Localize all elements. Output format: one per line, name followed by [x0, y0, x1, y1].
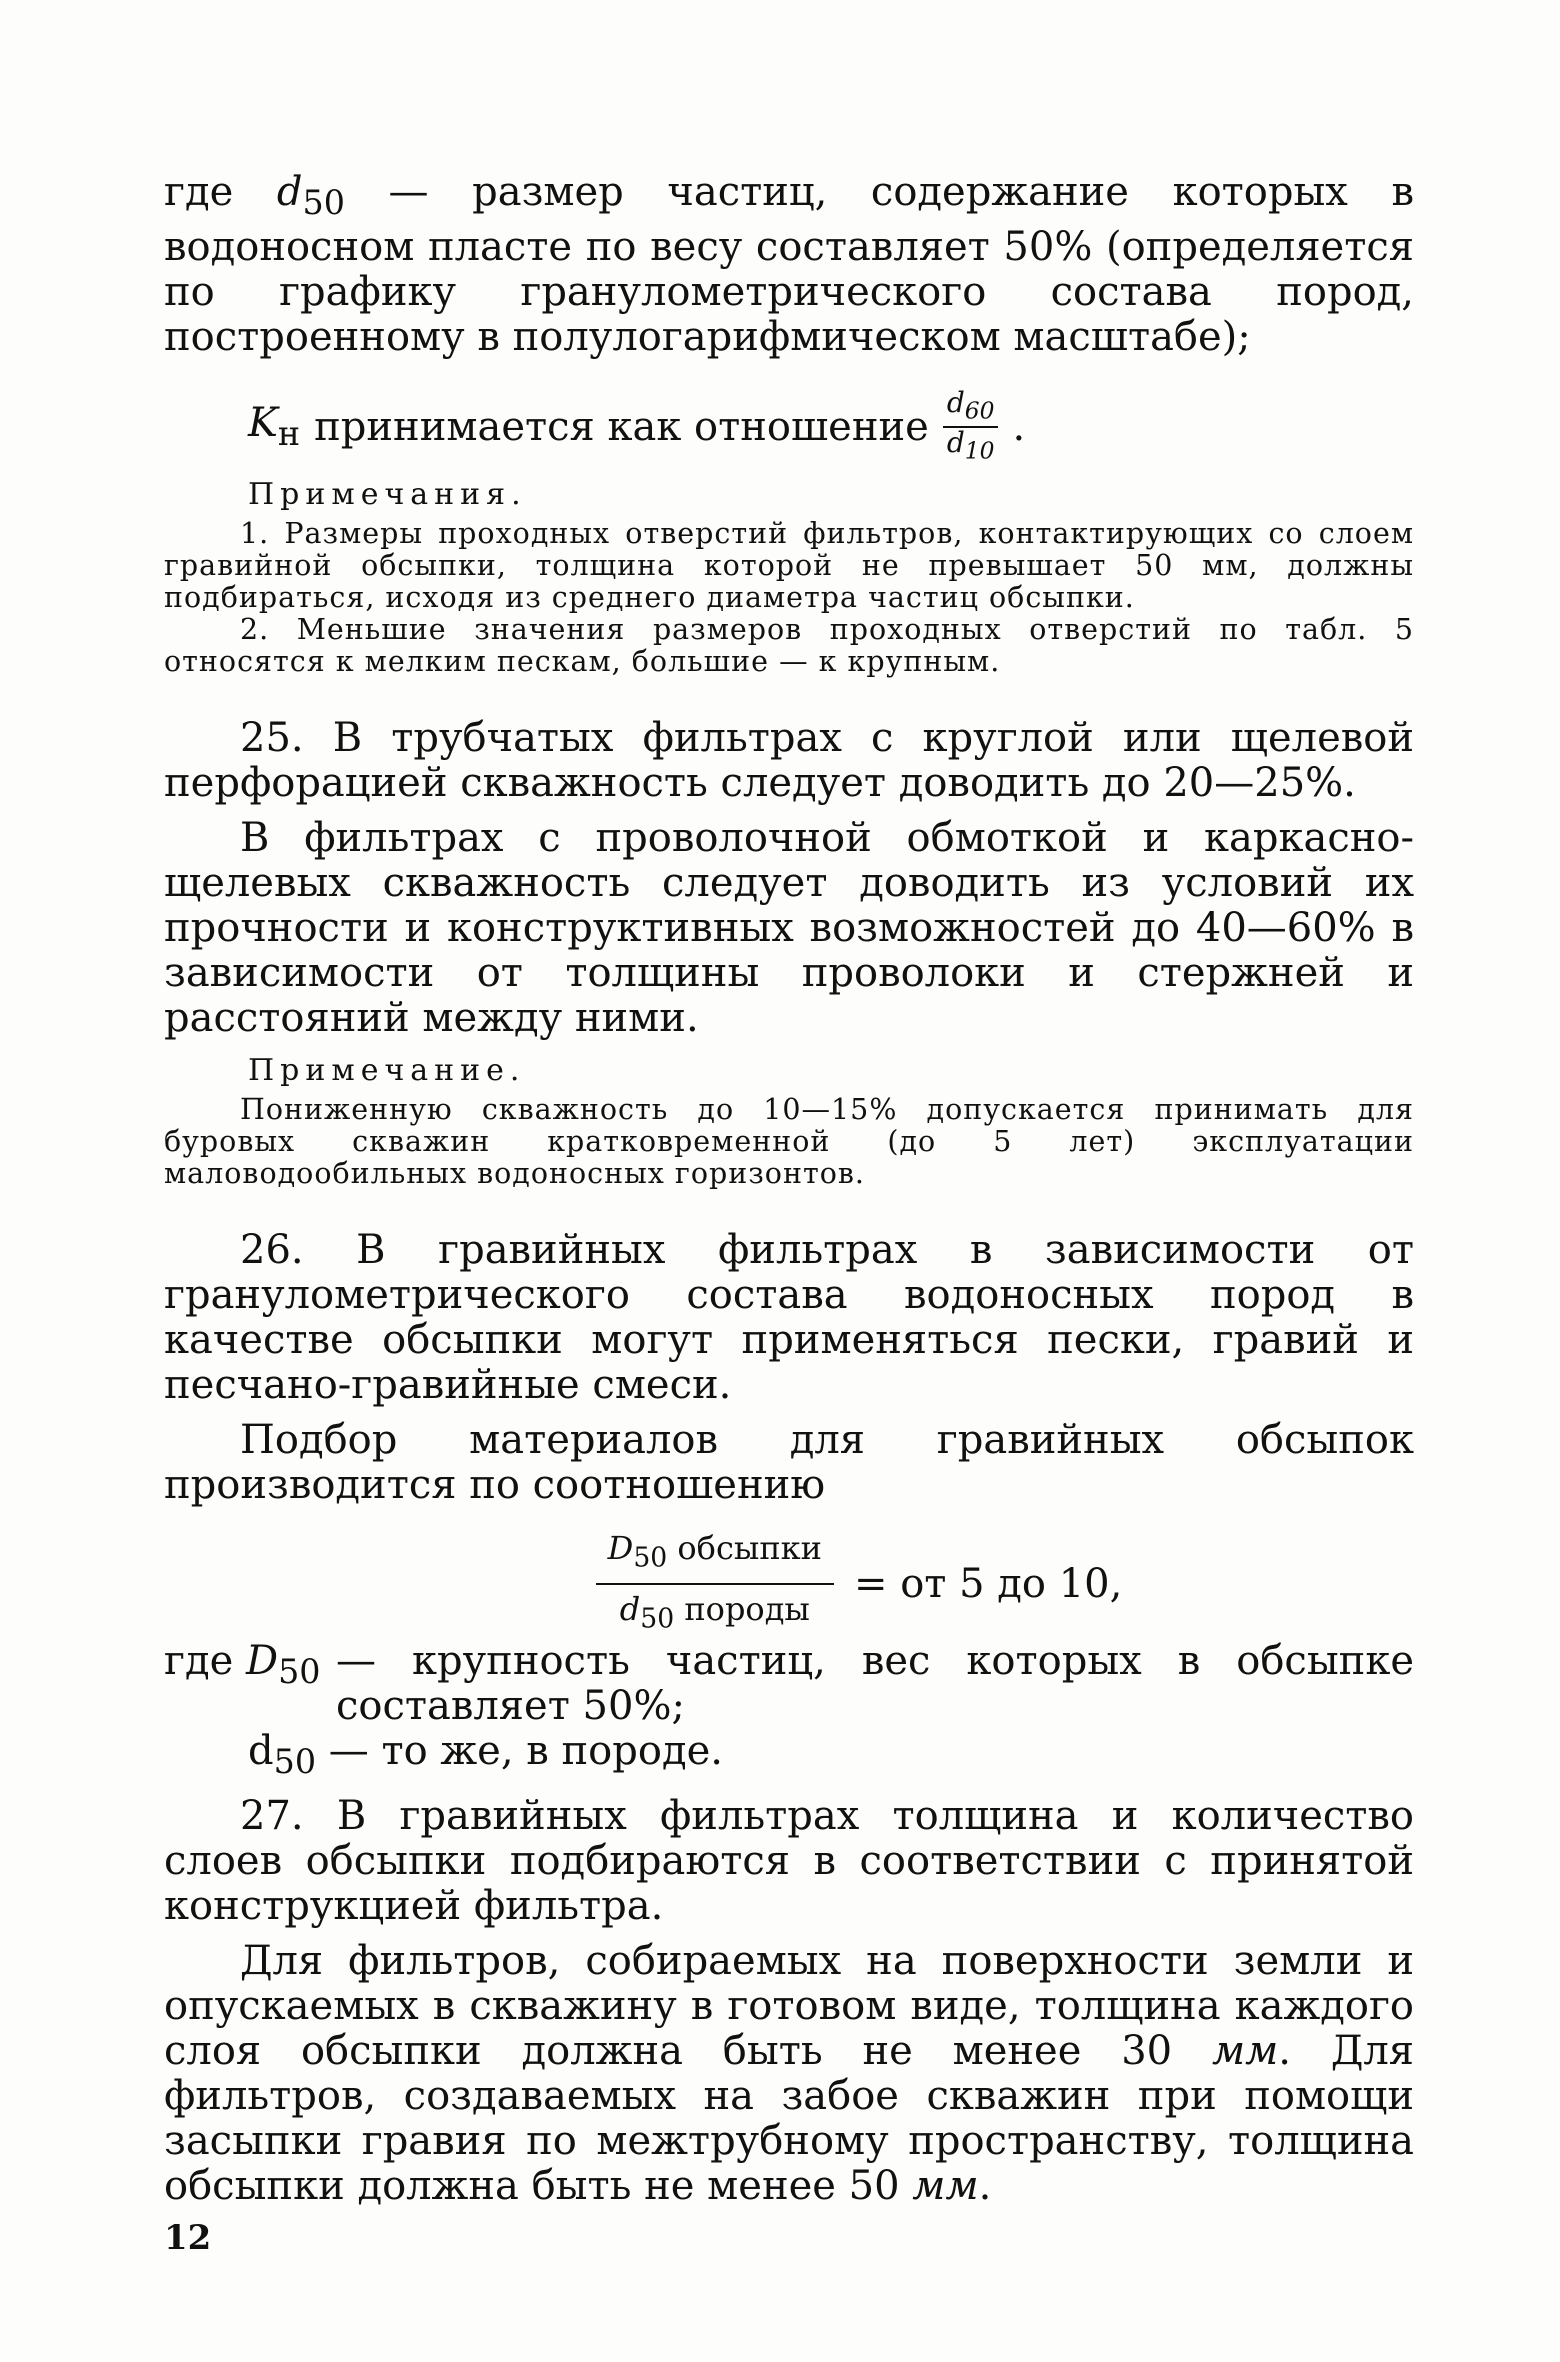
kn-text: принимается как отношение: [314, 403, 929, 450]
page-number: 12: [164, 2218, 212, 2258]
definition-d50: $d_{50}$ — то же, в породе.: [248, 1727, 723, 1781]
paragraph-26: 26. В гравийных фильтрах в зависимости от гранулометрического состава водоносных пород в качестве обсыпки могут применяться пески, гравий и песчано-гравийные смеси.: [164, 1227, 1414, 1409]
kn-symbol: $K_н$: [248, 400, 301, 454]
text-segment: — размер частиц, содержание которых в водоносном пласте по весу составляет 50% (определяется по графику гранулометрического состава пород, построенному в полулогарифмическом масштабе);: [164, 169, 1414, 360]
paragraph-27: 27. В гравийных фильтрах толщина и количество слоев обсыпки подбираются в соответствии с принятой конструкцией фильтра.: [164, 1792, 1414, 1929]
kn-formula-line: [248, 388, 1414, 465]
page-content: [164, 170, 1414, 2209]
notes-heading-1: Примечания.: [248, 477, 527, 513]
definition-text: — крупность частиц, вес которых в обсыпке составляет 50%;: [336, 1637, 1414, 1729]
kn-fraction-numerator: $d_{60}$: [943, 388, 999, 428]
note-1-2: 2. Меньшие значения размеров проходных отверстий по табл. 5 относятся к мелким пескам, большие — к крупным.: [164, 613, 1414, 679]
note-1-1: 1. Размеры проходных отверстий фильтров, контактирующих со слоем гравийной обсыпки, толщина которой не превышает 50 мм, должны подбираться, исходя из среднего диаметра частиц обсыпки.: [164, 517, 1414, 615]
kn-fraction: [943, 388, 999, 465]
note-2: Пониженную скважность до 10—15% допускается принимать для буровых скважин кратковременной (до 5 лет) эксплуатации маловодообильных водоносных горизонтов.: [164, 1093, 1414, 1191]
symbol-d: d: [276, 169, 303, 215]
paragraph-27-cont: Для фильтров, собираемых на поверхности земли и опускаемых в скважину в готовом виде, толщина каждого слоя обсыпки должна быть не менее 30 мм. Для фильтров, создаваемых на забое скважин при помощи засыпки гравия по межтрубному пространству, толщина обсыпки должна быть не менее 50 мм.: [164, 1937, 1415, 2209]
paragraph-25-cont: В фильтрах с проволочной обмоткой и каркасно-щелевых скважность следует доводить из условий их прочности и конструктивных возможностей до 40—60% в зависимости от толщины проволоки и стержней и расстояний между ними.: [164, 815, 1414, 1042]
paragraph-d50-definition: [164, 170, 1414, 360]
ratio-formula: [304, 1528, 1414, 1639]
kn-fraction-denominator: $d_{10}$: [946, 425, 995, 465]
ratio-fraction: [596, 1528, 834, 1639]
paragraph-26-cont: Подбор материалов для гравийных обсыпок производится по соотношению: [164, 1417, 1414, 1509]
definition-D50: [164, 1639, 1414, 1729]
paragraph-25: 25. В трубчатых фильтрах с круглой или щелевой перфорацией скважность следует доводить до 20—25%.: [164, 715, 1414, 807]
notes-heading-2: Примечание.: [248, 1053, 526, 1089]
ratio-numerator: $D_{50}$ обсыпки: [596, 1528, 834, 1584]
definition-term: где $D_{50}$: [164, 1637, 321, 1691]
kn-dot: .: [1012, 403, 1026, 450]
symbol-subscript: 50: [302, 183, 345, 222]
ratio-equals: = от 5 до 10,: [853, 1560, 1123, 1607]
ratio-denominator: $d_{50}$ породы: [619, 1589, 810, 1634]
text-segment: где: [164, 169, 277, 215]
